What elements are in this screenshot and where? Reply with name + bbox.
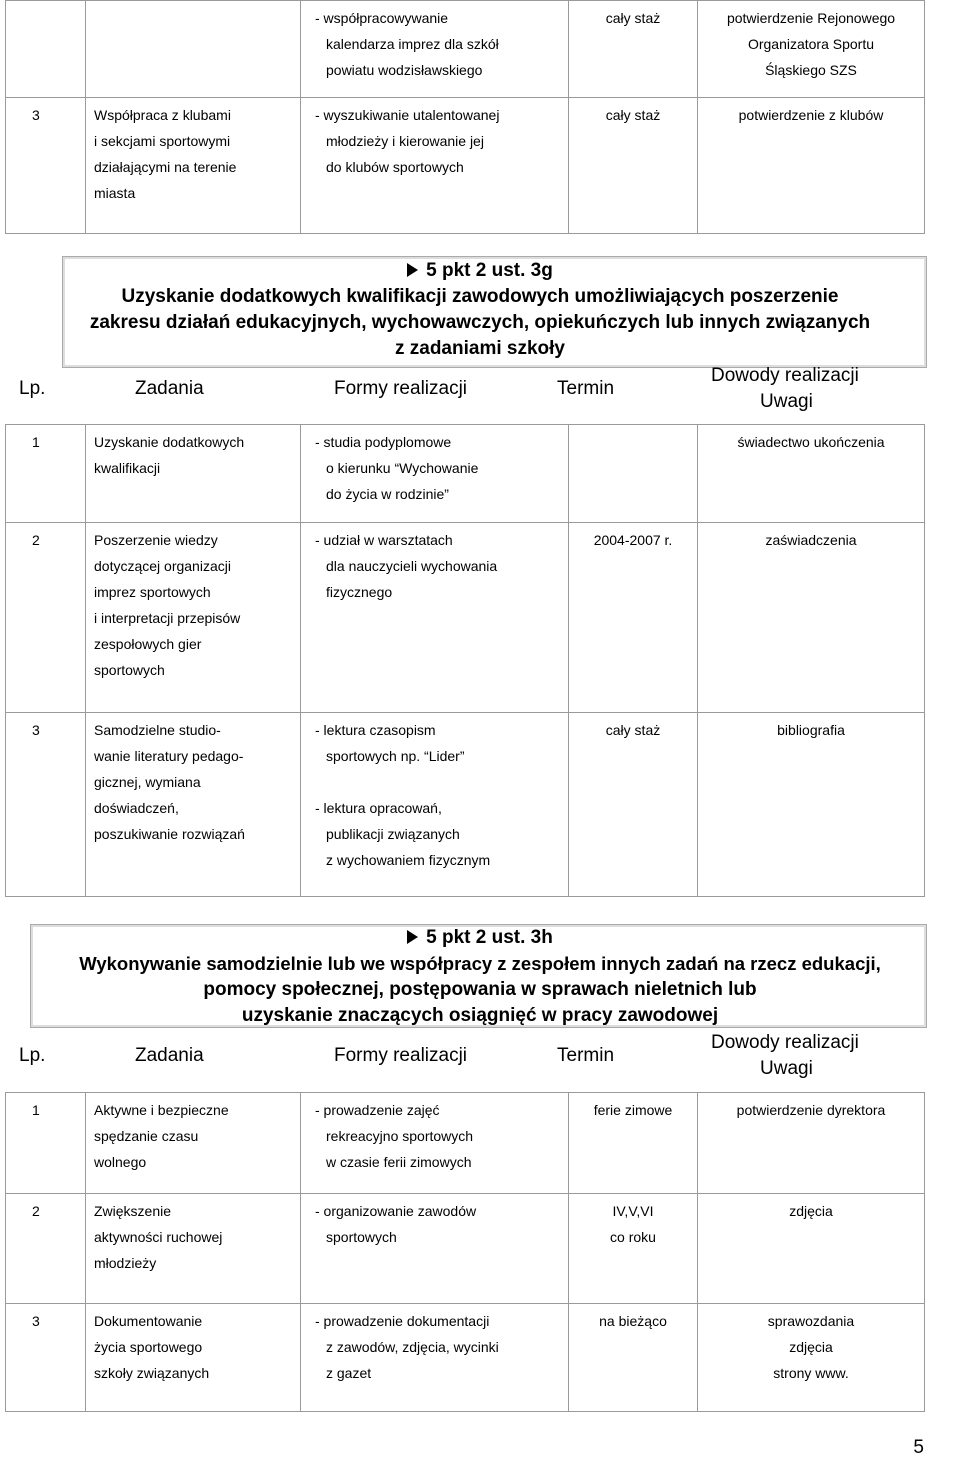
cell-formy [301,98,569,234]
table-row [6,425,925,523]
dowody-line: zdjęcia [789,1203,833,1219]
cell-zadania [86,1194,301,1304]
section-h-heading [0,925,960,1029]
cell-dowody [698,425,925,523]
col-header-formy: Formy realizacji [334,1045,468,1066]
formy-line: fizycznego [326,584,393,600]
formy-line: o kierunku “Wychowanie [326,460,479,476]
termin-line: ferie zimowe [593,1102,673,1118]
cell-lp: 3 [6,1304,86,1412]
cell-formy [301,1,569,98]
table-section-h [5,1092,925,1412]
cell-zadania [86,713,301,897]
col-header-uwagi: Uwagi [760,391,813,412]
dowody-line: potwierdzenie dyrektora [736,1102,886,1118]
cell-formy [301,523,569,713]
formy-line: w czasie ferii zimowych [326,1154,472,1170]
formy-line: - udział w warsztatach [315,532,453,548]
cell-lp: 2 [6,1194,86,1304]
cell-lp: 1 [6,425,86,523]
col-header-formy: Formy realizacji [334,378,468,399]
formy-line: do życia w rodzinie” [326,486,449,502]
zadania-line: doświadczeń, [94,800,179,816]
cell-termin [569,1093,698,1194]
dowody-line: Śląskiego SZS [765,62,857,78]
col-header-termin: Termin [557,378,615,399]
section-h-title-line: pomocy społecznej, postępowania w sprawach nieletnich lub [203,979,757,1000]
termin-line: co roku [610,1229,656,1245]
formy-line: - organizowanie zawodów [315,1203,477,1219]
cell-formy [301,1304,569,1412]
col-header-zadania: Zadania [135,378,204,399]
formy-line: - lektura czasopism [315,722,436,738]
termin-line: cały staż [605,107,661,123]
table-row [6,98,925,234]
cell-lp [6,1,86,98]
termin-line: cały staż [605,722,661,738]
dowody-line: strony www. [773,1365,849,1381]
table-row [6,713,925,897]
termin-line: 2004-2007 r. [593,532,673,548]
table-continued [5,0,925,234]
dowody-line: potwierdzenie z klubów [738,107,884,123]
formy-line: - prowadzenie dokumentacji [315,1313,490,1329]
formy-line: powiatu wodzisławskiego [326,62,483,78]
cell-dowody [698,713,925,897]
cell-zadania [86,523,301,713]
cell-zadania [86,425,301,523]
zadania-line: i sekcjami sportowymi [94,133,231,149]
termin-line: cały staż [605,10,661,26]
formy-line: do klubów sportowych [326,159,464,175]
cell-termin [569,1194,698,1304]
section-g-title-line: zakresu działań edukacyjnych, wychowawczych, opiekuńczych lub innych związanych [89,312,871,333]
formy-line: - współpracowywanie [315,10,449,26]
zadania-line: sportowych [94,662,165,678]
formy-line: sportowych [326,1229,397,1245]
dowody-line: zdjęcia [789,1339,833,1355]
zadania-line: wanie literatury pedago- [94,748,244,764]
zadania-line: Uzyskanie dodatkowych [94,434,245,450]
cell-formy [301,713,569,897]
formy-line: z zawodów, zdjęcia, wycinki [326,1339,499,1355]
section-g-number-text: 5 pkt 2 ust. 3g [426,260,553,281]
zadania-line: Zwiększenie [94,1203,172,1219]
cell-termin [569,1304,698,1412]
formy-gap [315,769,560,795]
formy-line: - prowadzenie zajęć [315,1102,440,1118]
zadania-line: Samodzielne studio- [94,722,221,738]
section-g-number [0,258,960,284]
formy-line: sportowych np. “Lider” [326,748,465,764]
zadania-line: spędzanie czasu [94,1128,199,1144]
dowody-line: zaświadczenia [765,532,857,548]
cell-formy [301,1194,569,1304]
formy-line: dla nauczycieli wychowania [326,558,498,574]
dowody-line: sprawozdania [767,1313,855,1329]
cell-formy [301,425,569,523]
dowody-line: świadectwo ukończenia [737,434,885,450]
col-header-dowody: Dowody realizacji [711,1032,859,1053]
col-header-lp: Lp. [19,1045,46,1066]
cell-zadania [86,1,301,98]
formy-line: kalendarza imprez dla szkół [326,36,499,52]
cell-lp: 2 [6,523,86,713]
zadania-line: imprez sportowych [94,584,211,600]
cell-dowody [698,523,925,713]
table-row [6,1304,925,1412]
zadania-line: młodzieży [94,1255,157,1271]
formy-line: rekreacyjno sportowych [326,1128,474,1144]
section-g-title-line: Uzyskanie dodatkowych kwalifikacji zawodowych umożliwiających poszerzenie [121,286,839,307]
zadania-line: zespołowych gier [94,636,202,652]
zadania-line: dotyczącej organizacji [94,558,231,574]
formy-line: - lektura opracowań, [315,800,442,816]
formy-line: - wyszukiwanie utalentowanej [315,107,500,123]
table-row [6,523,925,713]
section-h-title-line: uzyskanie znaczących osiągnięć w pracy zawodowej [241,1005,719,1026]
cell-lp: 3 [6,98,86,234]
section-h-number-text: 5 pkt 2 ust. 3h [426,927,553,948]
cell-formy [301,1093,569,1194]
table-row [6,1194,925,1304]
cell-lp: 3 [6,713,86,897]
zadania-line: kwalifikacji [94,460,161,476]
cell-dowody [698,1,925,98]
cell-dowody [698,1093,925,1194]
section-h-number [0,925,960,951]
formy-line: młodzieży i kierowanie jej [326,133,484,149]
col-header-uwagi: Uwagi [760,1058,813,1079]
cell-zadania [86,98,301,234]
section-h-title-line: Wykonywanie samodzielnie lub we współpracy z zespołem innych zadań na rzecz edukacji, [79,953,881,974]
zadania-line: działającymi na terenie [94,159,237,175]
zadania-line: Aktywne i bezpieczne [94,1102,229,1118]
zadania-line: życia sportowego [94,1339,203,1355]
formy-line: - studia podyplomowe [315,434,452,450]
zadania-line: miasta [94,185,136,201]
cell-lp: 1 [6,1093,86,1194]
formy-line: publikacji związanych [326,826,460,842]
section-g-title-line: z zadaniami szkoły [394,338,565,359]
zadania-line: gicznej, wymiana [94,774,201,790]
col-header-dowody: Dowody realizacji [711,365,859,386]
bullet-arrow-icon [407,263,418,277]
zadania-line: szkoły związanych [94,1365,210,1381]
cell-termin [569,713,698,897]
page-number: 5 [913,1437,924,1458]
bullet-arrow-icon [407,930,418,944]
cell-termin [569,98,698,234]
zadania-line: Poszerzenie wiedzy [94,532,218,548]
cell-termin [569,1,698,98]
formy-line: z wychowaniem fizycznym [326,852,491,868]
col-header-zadania: Zadania [135,1045,204,1066]
cell-termin [569,425,698,523]
zadania-line: Dokumentowanie [94,1313,203,1329]
table-row [6,1093,925,1194]
table-row [6,1,925,98]
col-header-termin: Termin [557,1045,615,1066]
cell-dowody [698,98,925,234]
termin-line: IV,V,VI [612,1203,654,1219]
cell-dowody [698,1304,925,1412]
zadania-line: wolnego [94,1154,147,1170]
table-section-g [5,424,925,897]
cell-zadania [86,1093,301,1194]
cell-termin [569,523,698,713]
zadania-line: aktywności ruchowej [94,1229,223,1245]
zadania-line: Współpraca z klubami [94,107,231,123]
dowody-line: potwierdzenie Rejonowego [726,10,896,26]
col-header-lp: Lp. [19,378,46,399]
cell-zadania [86,1304,301,1412]
formy-line: z gazet [326,1365,372,1381]
zadania-line: i interpretacji przepisów [94,610,241,626]
dowody-line: bibliografia [777,722,845,738]
dowody-line: Organizatora Sportu [747,36,875,52]
cell-dowody [698,1194,925,1304]
zadania-line: poszukiwanie rozwiązań [94,826,245,842]
section-g-heading [0,258,960,362]
termin-line: na bieżąco [599,1313,667,1329]
